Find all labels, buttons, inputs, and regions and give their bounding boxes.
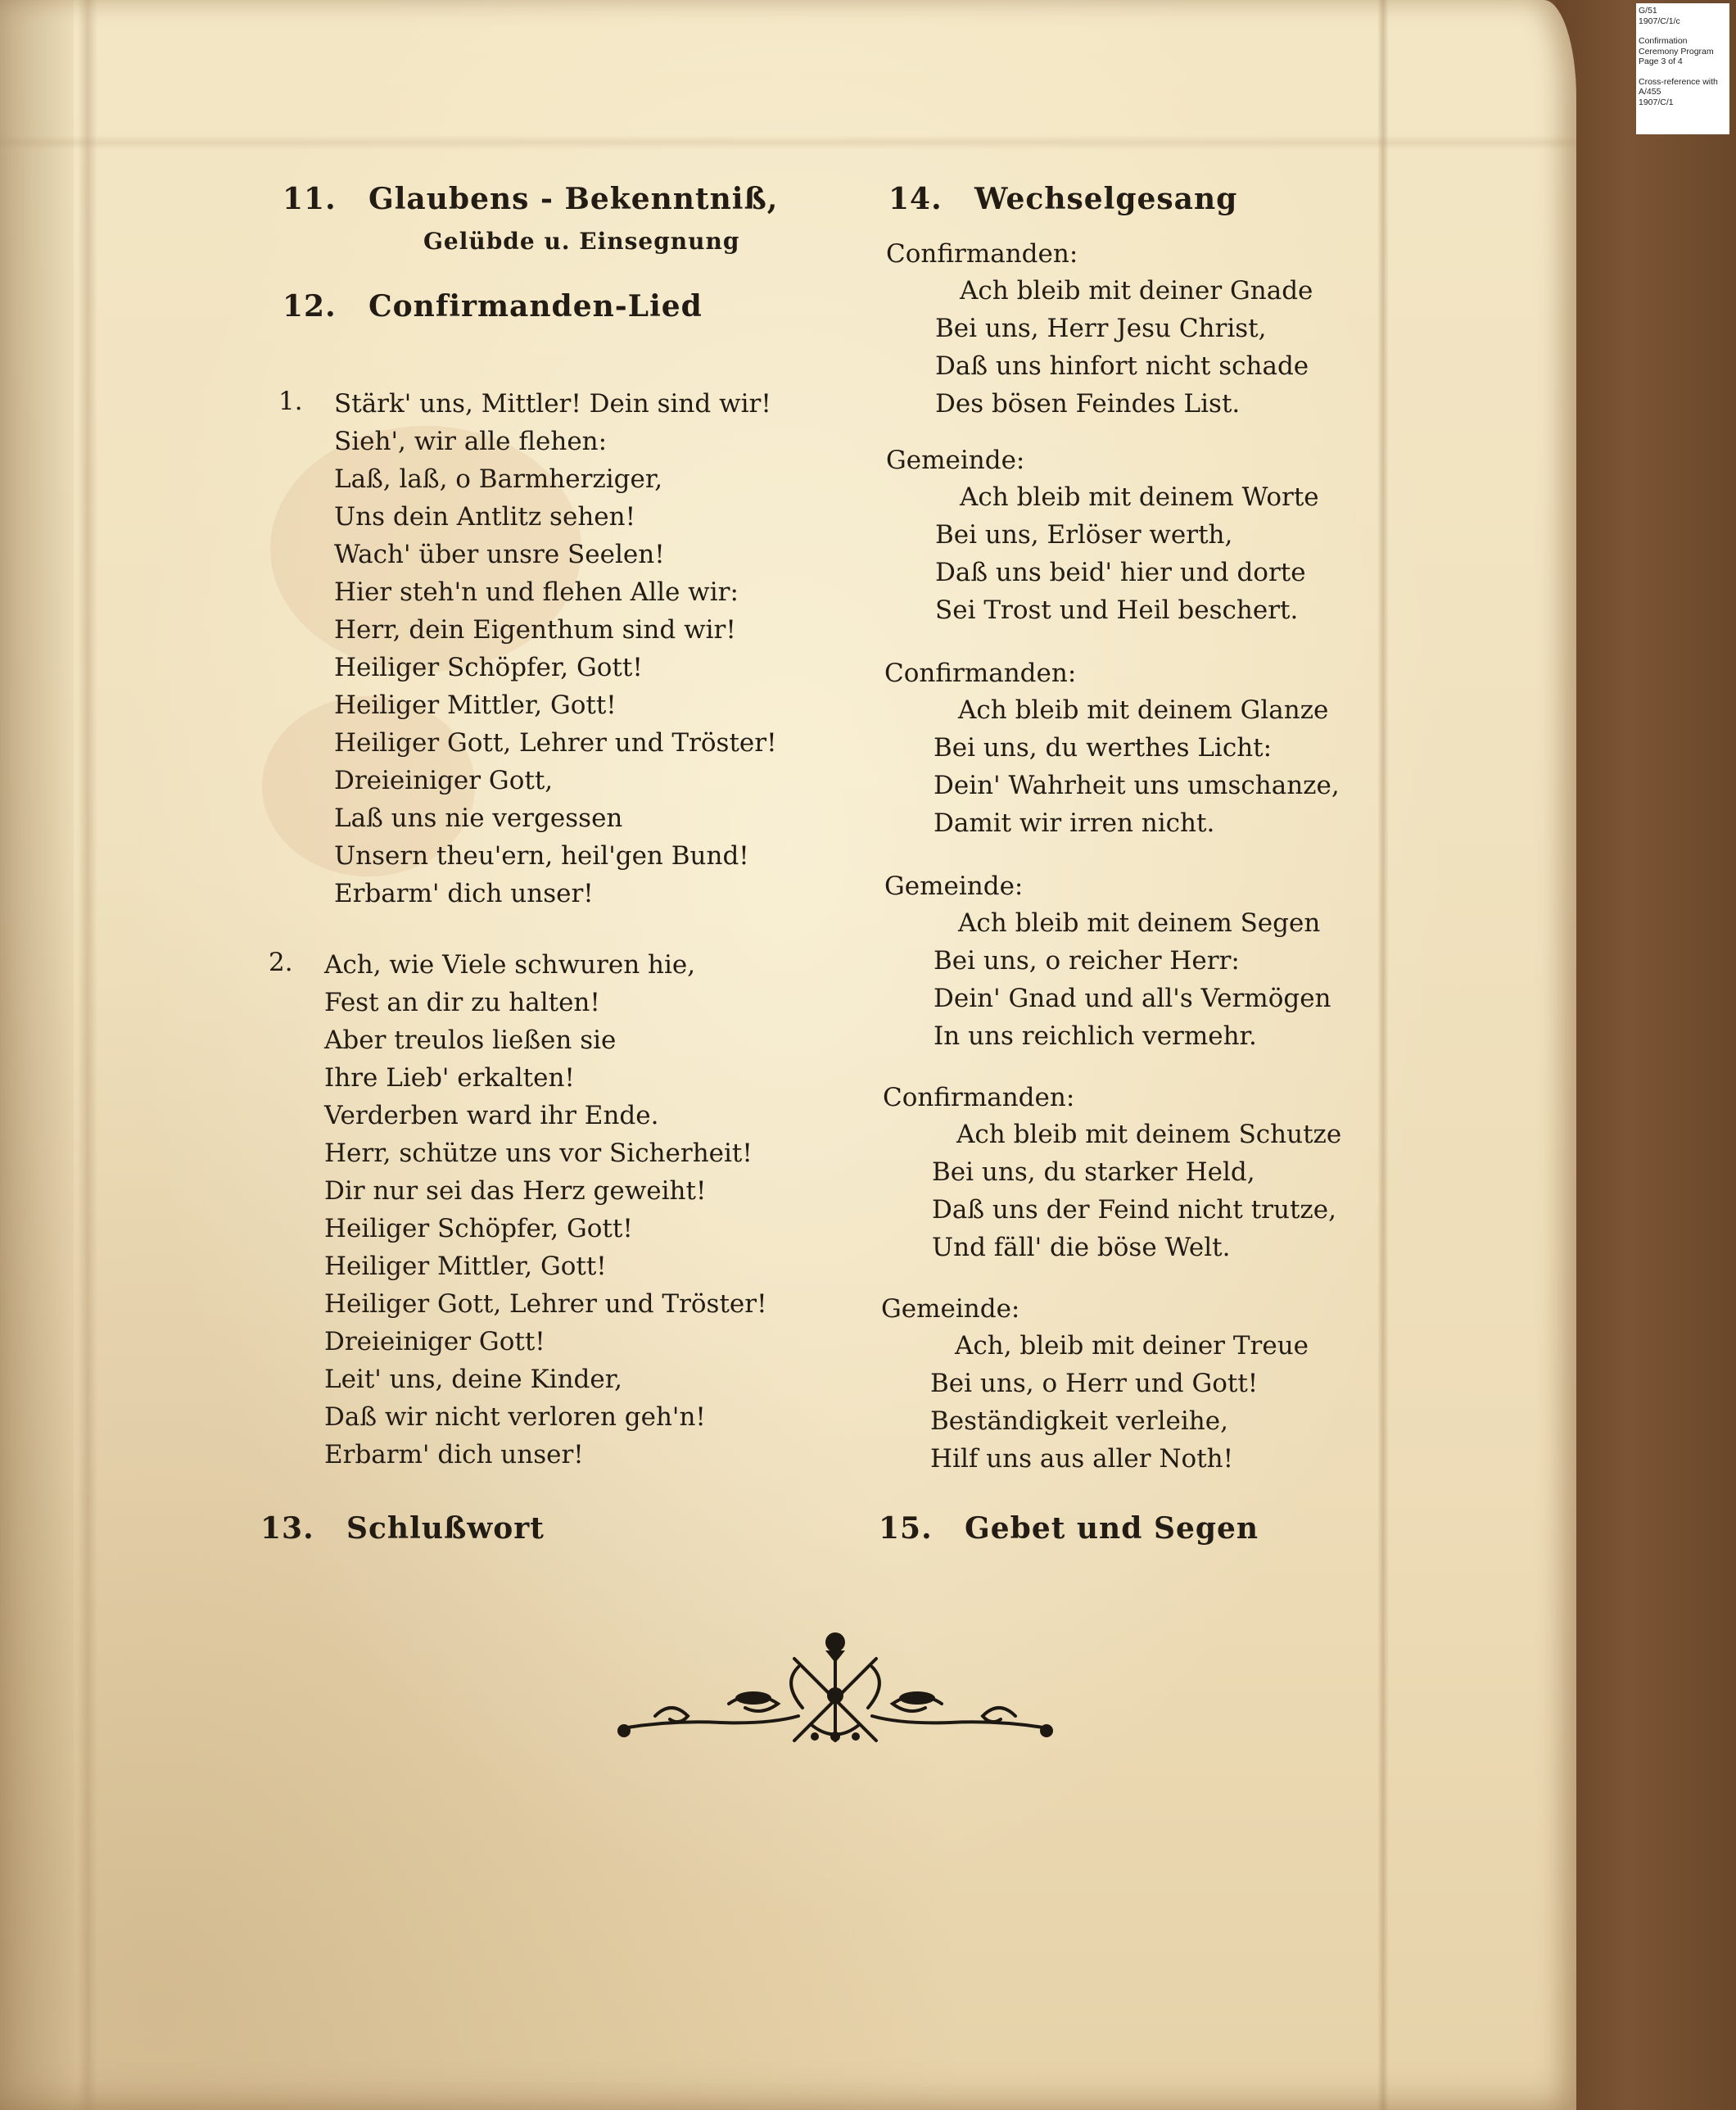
stanza: [883, 1116, 1341, 1266]
stanza: [884, 904, 1331, 1055]
verse-line: Bei uns, du starker Held,: [932, 1157, 1255, 1187]
verse-line: Ach, wie Viele schwuren hie,: [324, 950, 696, 980]
verse-line: Dreieiniger Gott,: [334, 766, 554, 795]
left-fold-crease: [78, 0, 97, 2110]
hymn-verse-1: [278, 385, 777, 912]
section-title: Confirmanden-Lied: [368, 289, 703, 324]
verse-line: Ach, bleib mit deiner Treue: [955, 1331, 1309, 1361]
stanza: [886, 478, 1319, 629]
label-line: Page 3 of 4: [1639, 57, 1683, 66]
left-column: [283, 182, 778, 324]
section-heading: [260, 1511, 545, 1546]
antiphon-part-3: [884, 655, 1340, 842]
verse-line: Laß uns nie vergessen: [334, 804, 623, 833]
wooden-backdrop: [1556, 0, 1736, 2110]
section-number: 15.: [879, 1511, 933, 1546]
verse-line: Hilf uns aus aller Noth!: [930, 1444, 1234, 1474]
verse-line: Herr, dein Eigenthum sind wir!: [334, 615, 736, 645]
hymn-verse-2: [269, 946, 767, 1474]
verse-line: Stärk' uns, Mittler! Dein sind wir!: [334, 389, 771, 419]
verse-line: Ach bleib mit deinem Schutze: [956, 1120, 1342, 1149]
verse-line: Daß wir nicht verloren geh'n!: [324, 1402, 706, 1432]
verse-line: Ach bleib mit deinem Segen: [958, 908, 1321, 938]
section-number: 14.: [888, 182, 943, 216]
verse-line: Aber treulos ließen sie: [324, 1026, 617, 1055]
verse-line: Heiliger Mittler, Gott!: [324, 1252, 607, 1281]
antiphon-part-4: [884, 868, 1331, 1055]
verse-line: Heiliger Schöpfer, Gott!: [324, 1214, 633, 1243]
verse-line: Fest an dir zu halten!: [324, 988, 600, 1017]
verse-lines: [334, 385, 777, 912]
section-title: Schlußwort: [346, 1511, 545, 1546]
label-gap: [1639, 67, 1727, 77]
antiphon-part-1: [886, 236, 1313, 423]
label-line: 1907/C/1: [1639, 97, 1674, 107]
verse-line: Bei uns, o Herr und Gott!: [930, 1369, 1259, 1398]
verse-line: In uns reichlich vermehr.: [934, 1021, 1257, 1051]
section-11-heading: [283, 182, 778, 216]
verse-line: Unsern theu'ern, heil'gen Bund!: [334, 841, 749, 871]
verse-line: Heiliger Gott, Lehrer und Tröster!: [334, 728, 777, 758]
verse-line: Bei uns, Herr Jesu Christ,: [935, 314, 1267, 343]
verse-line: Daß uns hinfort nicht schade: [935, 351, 1309, 381]
speaker-label: Confirmanden:: [884, 659, 1077, 688]
section-14-heading: [888, 182, 1237, 216]
verse-line: Laß, laß, o Barmherziger,: [334, 464, 663, 494]
verse-line: Daß uns der Feind nicht trutze,: [932, 1195, 1336, 1225]
section-heading: [888, 182, 1237, 216]
speaker-label: Confirmanden:: [886, 239, 1078, 269]
verse-line: Heiliger Mittler, Gott!: [334, 691, 617, 720]
verse-line: Des bösen Feindes List.: [935, 389, 1241, 419]
verse-line: Ach bleib mit deinem Worte: [960, 482, 1319, 512]
right-fold-crease: [1377, 0, 1389, 2110]
verse-line: Uns dein Antlitz sehen!: [334, 502, 636, 532]
antiphon-part-6: [881, 1291, 1309, 1478]
section-number: 12.: [283, 289, 337, 324]
section-13-heading: [260, 1511, 545, 1546]
verse-line: Bei uns, o reicher Herr:: [934, 946, 1240, 976]
verse-line: Leit' uns, deine Kinder,: [324, 1365, 622, 1394]
verse-line: Sieh', wir alle flehen:: [334, 427, 608, 456]
verse-line: Damit wir irren nicht.: [934, 808, 1215, 838]
verse-number: 2.: [269, 948, 293, 977]
left-edge-shadow: [0, 0, 74, 2110]
verse-lines: [324, 946, 767, 1474]
section-15-heading: [879, 1511, 1259, 1546]
label-gap: [1639, 26, 1727, 36]
verse-line: Dein' Wahrheit uns umschanze,: [934, 771, 1340, 800]
verse-number: 1.: [278, 387, 303, 416]
verse-line: Hier steh'n und flehen Alle wir:: [334, 577, 739, 607]
stanza: [881, 1327, 1309, 1478]
stanza: [884, 691, 1340, 842]
verse-line: Und fäll' die böse Welt.: [932, 1233, 1231, 1262]
verse-line: Erbarm' dich unser!: [324, 1440, 584, 1469]
stanza: [886, 272, 1313, 423]
verse-line: Heiliger Schöpfer, Gott!: [334, 653, 643, 682]
section-title: Glaubens - Bekenntniß,: [368, 182, 779, 216]
verse-line: Dein' Gnad und all's Vermögen: [934, 984, 1331, 1013]
speaker-label: Gemeinde:: [884, 872, 1024, 901]
verse-line: Erbarm' dich unser!: [334, 879, 594, 908]
label-line: 1907/C/1/c: [1639, 16, 1680, 26]
label-line: Ceremony Program: [1639, 46, 1714, 57]
label-line: Cross-reference with: [1639, 76, 1718, 87]
verse-line: Ach bleib mit deiner Gnade: [960, 276, 1313, 306]
top-fold-crease: [0, 135, 1576, 150]
speaker-label: Gemeinde:: [886, 446, 1025, 475]
antiphon-part-5: [883, 1080, 1341, 1266]
verse-line: Wach' über unsre Seelen!: [334, 540, 665, 569]
decorative-scroll-ornament: [606, 1626, 1065, 1757]
label-line: A/455: [1639, 87, 1661, 97]
verse-line: Verderben ward ihr Ende.: [324, 1101, 659, 1130]
verse-line: Ach bleib mit deinem Glanze: [958, 695, 1329, 725]
verse-line: Dir nur sei das Herz geweiht!: [324, 1176, 707, 1206]
section-title: Gebet und Segen: [965, 1511, 1259, 1546]
section-11-subtitle: Gelübde u. Einsegnung: [423, 228, 740, 255]
section-heading: [879, 1511, 1259, 1546]
verse-line: Beständigkeit verleihe,: [930, 1406, 1228, 1436]
antiphon-part-2: [886, 442, 1319, 629]
section-12-heading: [283, 289, 778, 324]
section-number: 11.: [283, 182, 337, 216]
section-number: 13.: [260, 1511, 314, 1546]
speaker-label: Gemeinde:: [881, 1294, 1020, 1324]
verse-line: Herr, schütze uns vor Sicherheit!: [324, 1139, 753, 1168]
verse-line: Bei uns, Erlöser werth,: [935, 520, 1233, 550]
verse-line: Sei Trost und Heil beschert.: [935, 595, 1299, 625]
label-line: Confirmation: [1639, 36, 1688, 46]
verse-line: Ihre Lieb' erkalten!: [324, 1063, 575, 1093]
speaker-label: Confirmanden:: [883, 1083, 1075, 1112]
section-title: Wechselgesang: [974, 182, 1238, 216]
label-line: G/51: [1639, 6, 1657, 16]
archive-label: [1636, 3, 1729, 134]
verse-line: Heiliger Gott, Lehrer und Tröster!: [324, 1289, 767, 1319]
verse-line: Dreieiniger Gott!: [324, 1327, 545, 1356]
verse-line: Bei uns, du werthes Licht:: [934, 733, 1273, 763]
verse-line: Daß uns beid' hier und dorte: [935, 558, 1306, 587]
